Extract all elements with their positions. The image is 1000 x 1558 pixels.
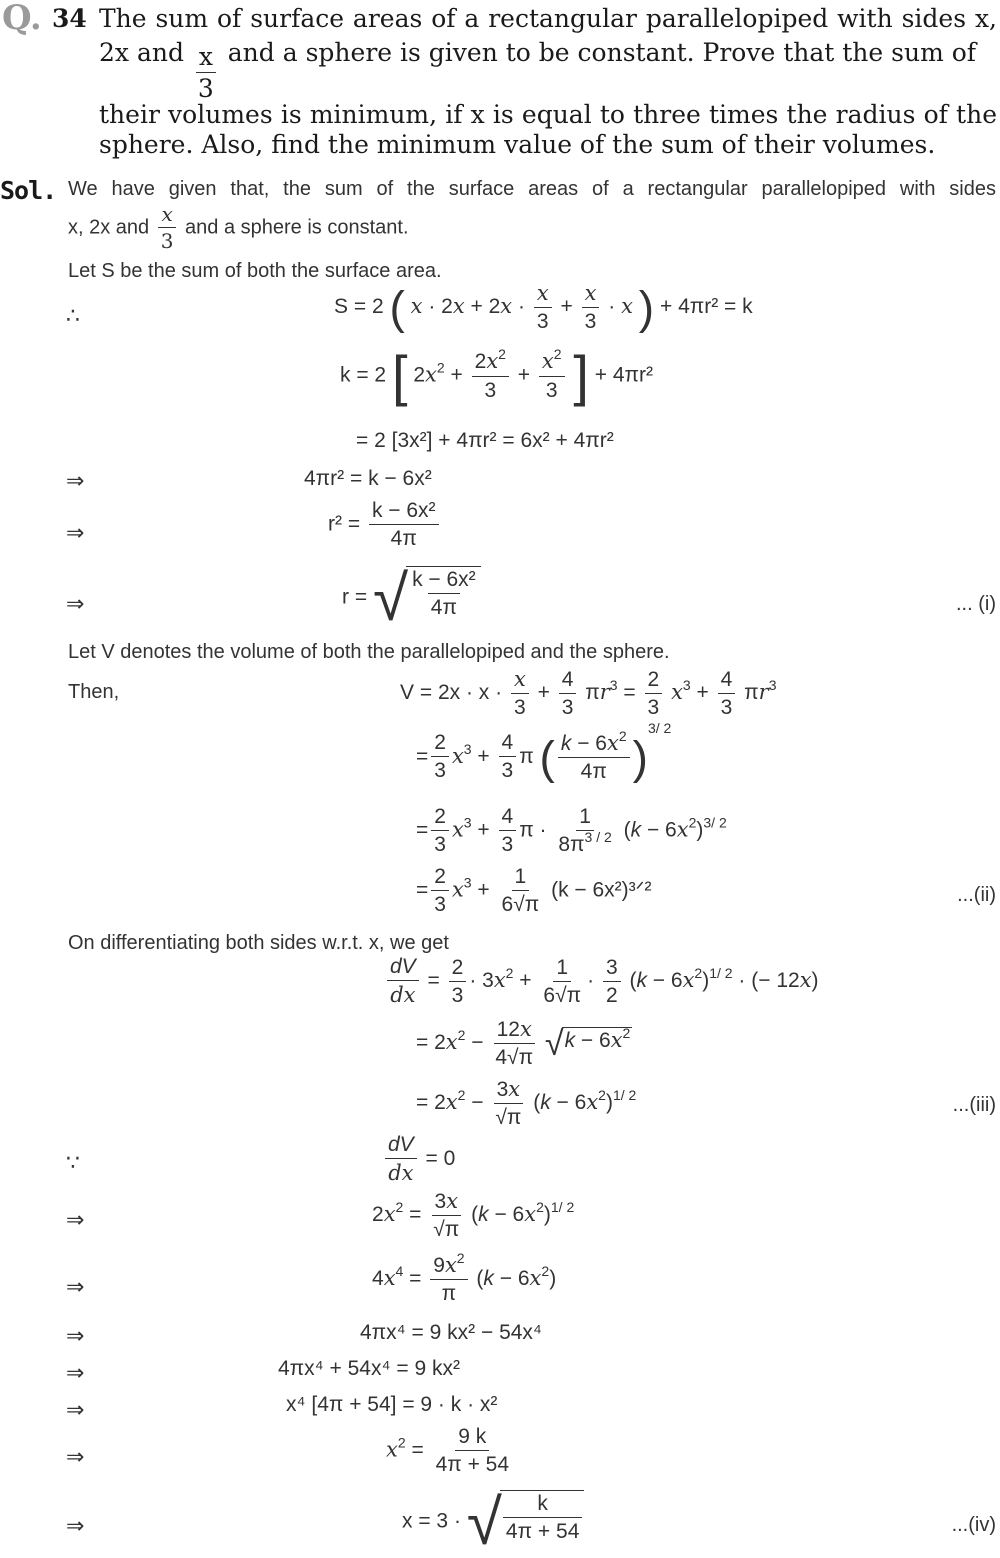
implies-symbol: ⇒ bbox=[66, 469, 85, 494]
equation-step-s1: 4πx⁴ = 9 kx² − 54x⁴ bbox=[360, 1321, 542, 1344]
implies-symbol: ⇒ bbox=[66, 521, 85, 546]
equation-volume: V = 2x · x · $\frac{x}{3}$ + $\frac{4}{3}$ $\pi r^3$ = $\frac{2}{3}$ $x^3$ + $\frac{4}{3}$ $\pi r^3$ bbox=[400, 667, 777, 720]
question-number: 34 bbox=[52, 4, 87, 33]
equation-step-s3: x⁴ [4π + 54] = 9 · k · x² bbox=[286, 1393, 498, 1416]
implies-symbol: ⇒ bbox=[66, 1208, 85, 1233]
differentiating-text: On differentiating both sides w.r.t. x, we get bbox=[68, 932, 449, 954]
question-line-4: sphere. Also, find the minimum value of the sum of their volumes. bbox=[99, 130, 936, 159]
implies-symbol: ⇒ bbox=[66, 1275, 85, 1300]
equation-derivative-step-1: = $2x^2$ − $\frac{12x}{4√\pi}$ √ $k - 6x^2$ bbox=[416, 1017, 631, 1070]
equation-step-s4: $x^2$ = $\frac{9 k}{4\pi + 54}$ bbox=[386, 1425, 510, 1477]
implies-symbol: ⇒ bbox=[66, 1398, 85, 1423]
equation-tag-ii: ...(ii) bbox=[957, 884, 996, 906]
let-s-text: Let S be the sum of both the surface area. bbox=[68, 260, 442, 282]
implies-symbol: ⇒ bbox=[66, 1445, 85, 1470]
equation-tag-i: ... (i) bbox=[956, 593, 996, 615]
solution-intro-line-1: We have given that, the sum of the surface areas of a rectangular parallelopiped with sides bbox=[68, 178, 996, 200]
question-label: Q. bbox=[2, 0, 42, 38]
equation-volume-step-1: = $\frac{2}{3}$ $x^3$ + $\frac{4}{3}$ π ( $\frac{k - 6x^2}{4\pi}$ )$^{3/ 2}$ bbox=[416, 720, 672, 784]
equation-step-4x4: $4x^4$ = $\frac{9x^2}{\pi}$ $(k - 6x^2)$ bbox=[372, 1250, 557, 1306]
equation-4pir2: 4πr² = k − 6x² bbox=[304, 467, 432, 490]
solution-intro-line-2: x, 2x and $\frac{x}{3}$ and a sphere is constant. bbox=[68, 202, 409, 253]
let-v-text: Let V denotes the volume of both the parallelopiped and the sphere. bbox=[68, 641, 670, 663]
equation-volume-step-3: = $\frac{2}{3}$ $x^3$ + $\frac{1}{6√\pi}$ (k − 6x²)³ᐟ² bbox=[416, 865, 652, 917]
then-text: Then, bbox=[68, 681, 120, 703]
equation-step-2x2: $2x^2$ = $\frac{3x}{√\pi}$ $(k - 6x^2)^{1/ 2}$ bbox=[372, 1189, 575, 1242]
implies-symbol: ⇒ bbox=[66, 1361, 85, 1386]
implies-symbol: ⇒ bbox=[66, 1324, 85, 1349]
therefore-symbol: ∴ bbox=[66, 304, 80, 329]
question-fraction: $\frac{x}{3}$ bbox=[195, 44, 217, 103]
because-symbol: ∵ bbox=[66, 1151, 80, 1176]
question-line-1: The sum of surface areas of a rectangular parallelopiped with sides x, bbox=[99, 4, 997, 33]
equation-derivative-zero: $\frac{dV}{dx}$ = 0 bbox=[382, 1134, 455, 1185]
equation-derivative-step-2: = $2x^2$ − $\frac{3x}{√\pi}$ $(k - 6x^2)^{1/ 2}$ bbox=[416, 1077, 637, 1130]
equation-r: r = √ $\frac{\text{k − 6x²}}{4\pi}$ bbox=[342, 566, 481, 630]
equation-r2: r² = $\frac{\text{k − 6x²}}{4\pi}$ bbox=[328, 500, 442, 550]
equation-step-s2: 4πx⁴ + 54x⁴ = 9 kx² bbox=[278, 1357, 460, 1380]
solution-label: Sol. bbox=[0, 176, 57, 205]
implies-symbol: ⇒ bbox=[66, 1514, 85, 1539]
equation-step-s5: x = 3 · √ $\frac{k}{4\pi + 54}$ bbox=[402, 1490, 584, 1554]
implies-symbol: ⇒ bbox=[66, 592, 85, 617]
equation-tag-iii: ...(iii) bbox=[952, 1094, 996, 1116]
equation-k: k = 2 [ $2x^2$ + $\frac{2x^2}{3}$ + $\frac{x^2}{3}$ ] + 4πr² bbox=[340, 344, 654, 407]
equation-k-simplified: = 2 [3x²] + 4πr² = 6x² + 4πr² bbox=[356, 429, 614, 452]
equation-derivative: $\frac{dV}{dx}$ = $\frac{2}{3}$ · $3x^2$ + $\frac{1}{6√\pi}$ · $\frac{3}{2}$ $(k - 6x^2)^{1/ 2}$ · (− 12x) bbox=[384, 956, 819, 1007]
equation-volume-step-2: = $\frac{2}{3}$ $x^3$ + $\frac{4}{3}$ π · $\frac{1}{8\pi^{3 / 2}}$ $(k - 6x^2)^{3/ 2}$ bbox=[416, 805, 727, 857]
equation-tag-iv: ...(iv) bbox=[951, 1514, 996, 1536]
question-line-2: 2x and $\frac{x}{3}$ and a sphere is given to be constant. Prove that the sum of bbox=[99, 38, 977, 104]
question-line-3: their volumes is minimum, if x is equal to three times the radius of the bbox=[99, 100, 997, 129]
equation-surface-sum: S = 2 ( x · 2x + 2x · $\frac{x}{3}$ + $\frac{x}{3}$ · x ) + 4πr² = k bbox=[334, 281, 753, 334]
